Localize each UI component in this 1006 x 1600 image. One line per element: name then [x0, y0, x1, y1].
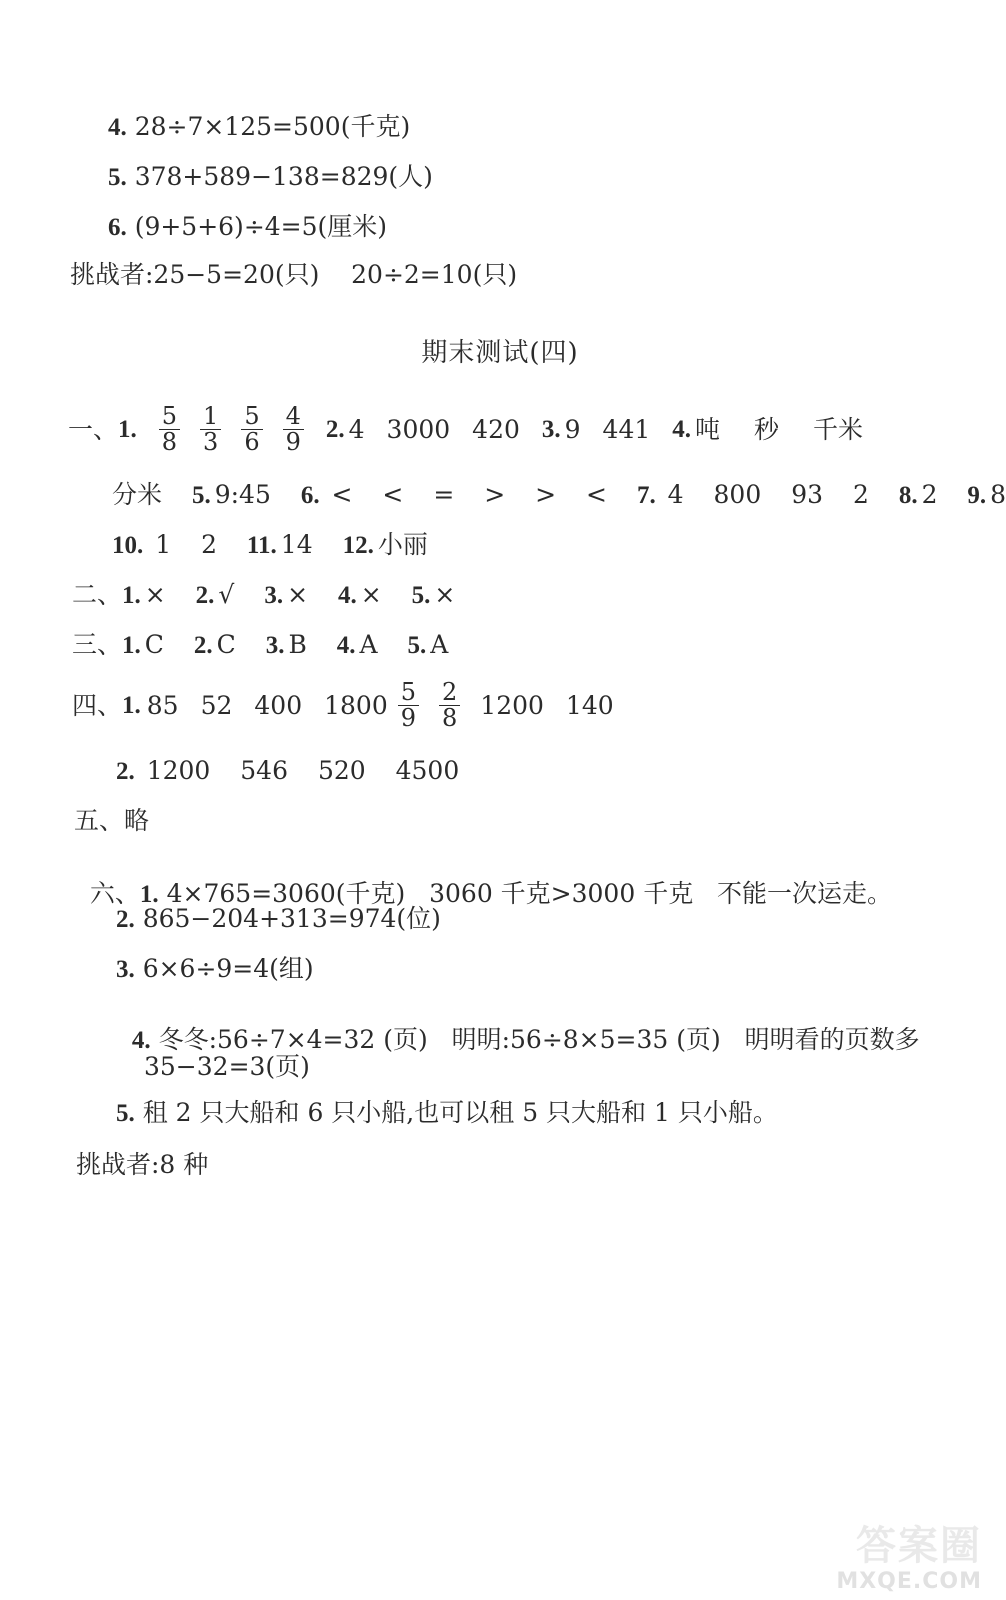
- watermark: [807, 1514, 982, 1594]
- answer: 2: [201, 530, 217, 559]
- answer-text: 865−204+313=974(位): [134, 904, 441, 933]
- answer: 1200: [480, 691, 544, 721]
- part1-line3: [112, 532, 428, 558]
- question-number: 5.: [191, 482, 211, 509]
- answer: 9: [564, 415, 581, 445]
- answer: >: [535, 480, 557, 509]
- part1-line1: [68, 404, 863, 455]
- watermark-logo: 答案圈: [856, 1523, 982, 1569]
- answer: 4500: [395, 756, 460, 785]
- question-number: 11.: [246, 532, 277, 559]
- answer: <: [382, 480, 404, 509]
- fraction: $\frac{5}{9}$: [398, 680, 419, 731]
- fraction: $\frac{2}{8}$: [439, 680, 460, 731]
- answer: A: [359, 630, 378, 659]
- fraction: $\frac{5}{6}$: [241, 404, 262, 455]
- question-number: 2.: [325, 416, 345, 444]
- answer-text: 租 2 只大船和 6 只小船,也可以租 5 只大船和 1 只小船。: [134, 1098, 778, 1127]
- answer-line-q6: [108, 214, 387, 240]
- question-number: 7.: [636, 482, 656, 509]
- fraction: $\frac{4}{9}$: [283, 404, 304, 455]
- question-number: 2.: [116, 758, 135, 785]
- answer: >: [484, 480, 506, 509]
- part-label: 三、: [72, 630, 123, 659]
- fraction: $\frac{1}{3}$: [200, 404, 221, 455]
- answer: 1800: [324, 691, 388, 721]
- answer-text: 6×6÷9=4(组): [134, 954, 314, 983]
- part-label: 二、: [72, 580, 123, 609]
- answer: <: [331, 480, 353, 509]
- question-number: 4.: [336, 632, 356, 659]
- question-number: 1.: [118, 416, 137, 444]
- question-number: 1.: [139, 881, 159, 908]
- answer: 小丽: [377, 530, 428, 559]
- answer: √: [218, 580, 235, 609]
- answer: 1: [155, 530, 172, 559]
- question-number: 2.: [116, 906, 135, 933]
- part3-line: [72, 632, 448, 658]
- answer: 3000: [386, 415, 451, 445]
- part5-line: [74, 808, 149, 833]
- part1-line2: [112, 482, 1006, 508]
- answer: ×: [287, 580, 309, 609]
- answer: C: [144, 630, 164, 659]
- answer: 2: [852, 480, 869, 509]
- question-number: 8.: [898, 482, 918, 509]
- answer: 85: [146, 691, 179, 721]
- answer-text: 4×765=3060(千克) 3060 千克>3000 千克 不能一次运走。: [158, 879, 893, 908]
- question-number: 6.: [300, 482, 320, 509]
- answer: 520: [317, 756, 366, 785]
- part4-line2: [116, 758, 459, 784]
- answer: 8: [990, 480, 1006, 509]
- question-number: 1.: [122, 692, 141, 720]
- answer: <: [586, 480, 607, 509]
- question-number: 3.: [265, 632, 285, 659]
- question-number: 3.: [541, 416, 561, 444]
- answer: 546: [240, 756, 288, 785]
- question-number: 5.: [116, 1100, 135, 1127]
- part-label: 五、: [74, 806, 125, 835]
- question-number: 3.: [116, 956, 135, 983]
- answer: ×: [360, 580, 382, 609]
- fraction: $\frac{5}{8}$: [159, 404, 180, 455]
- question-number: 1.: [122, 582, 141, 609]
- question-number: 3.: [264, 582, 284, 609]
- answer: 52: [200, 691, 233, 721]
- answer-text: 冬冬:56÷7×4=32 (页) 明明:56÷8×5=35 (页) 明明看的页数多: [150, 1025, 920, 1054]
- answer: 千米: [813, 415, 864, 445]
- challenge-line-bottom: 挑战者:8 种: [76, 1150, 209, 1179]
- section-title: 期末测试(四): [421, 338, 579, 368]
- question-number: 4.: [108, 114, 127, 141]
- question-number: 2.: [195, 582, 215, 609]
- answer: 2: [921, 480, 938, 509]
- answer: 800: [713, 480, 762, 509]
- answer: 441: [602, 415, 651, 445]
- answer: 4: [667, 480, 684, 509]
- answer: 420: [472, 415, 520, 445]
- answer: 分米: [112, 480, 163, 509]
- part6-line5: [116, 1100, 778, 1126]
- answer-line-q5: [108, 164, 433, 190]
- question-number: 4.: [337, 582, 357, 609]
- part6-line2: [116, 906, 441, 932]
- challenge-line-top: 挑战者:25−5=20(只) 20÷2=10(只): [70, 260, 518, 289]
- question-number: 1.: [122, 632, 141, 659]
- answer-text: (9+5+6)÷4=5(厘米): [126, 212, 388, 241]
- part6-line4-cont: 35−32=3(页): [144, 1052, 310, 1081]
- answer: 1200: [146, 756, 211, 785]
- question-number: 12.: [342, 532, 374, 559]
- part2-line: [72, 582, 455, 608]
- answer: ×: [434, 580, 456, 609]
- part-label: 六、: [89, 879, 140, 908]
- part-label: 一、: [68, 415, 119, 445]
- answer-text: 378+589−138=829(人): [126, 162, 433, 191]
- question-number: 2.: [193, 632, 213, 659]
- answer: 400: [254, 691, 303, 721]
- answer: 93: [791, 480, 823, 509]
- question-number: 6.: [108, 214, 127, 241]
- answer: 9:45: [214, 480, 271, 509]
- question-number: 4.: [672, 416, 692, 444]
- answer: B: [288, 630, 307, 659]
- answer: =: [433, 480, 455, 509]
- question-number: 5.: [407, 632, 427, 659]
- answer: 140: [565, 691, 614, 721]
- watermark-url: MXQE.COM: [836, 1569, 982, 1594]
- part6-line3: [116, 956, 314, 982]
- question-number: 9.: [967, 482, 987, 509]
- answer: C: [216, 630, 236, 659]
- answer-line-q4: [108, 114, 410, 140]
- answer: ×: [144, 580, 166, 609]
- part4-line1: [72, 680, 614, 731]
- answer-text: 28÷7×125=500(千克): [126, 112, 411, 141]
- part6-line1: [74, 856, 892, 907]
- question-number: 5.: [411, 582, 431, 609]
- answer: 秒: [754, 415, 780, 445]
- answer: A: [430, 630, 449, 659]
- question-number: 10.: [112, 532, 144, 559]
- part-label: 四、: [72, 691, 123, 721]
- answer: 4: [348, 415, 365, 445]
- answer: 吨: [695, 415, 721, 445]
- part6-line4: [116, 1002, 920, 1053]
- question-number: 4.: [131, 1027, 151, 1054]
- answer: 14: [280, 530, 313, 559]
- question-number: 5.: [108, 164, 127, 191]
- answer: 略: [124, 806, 150, 835]
